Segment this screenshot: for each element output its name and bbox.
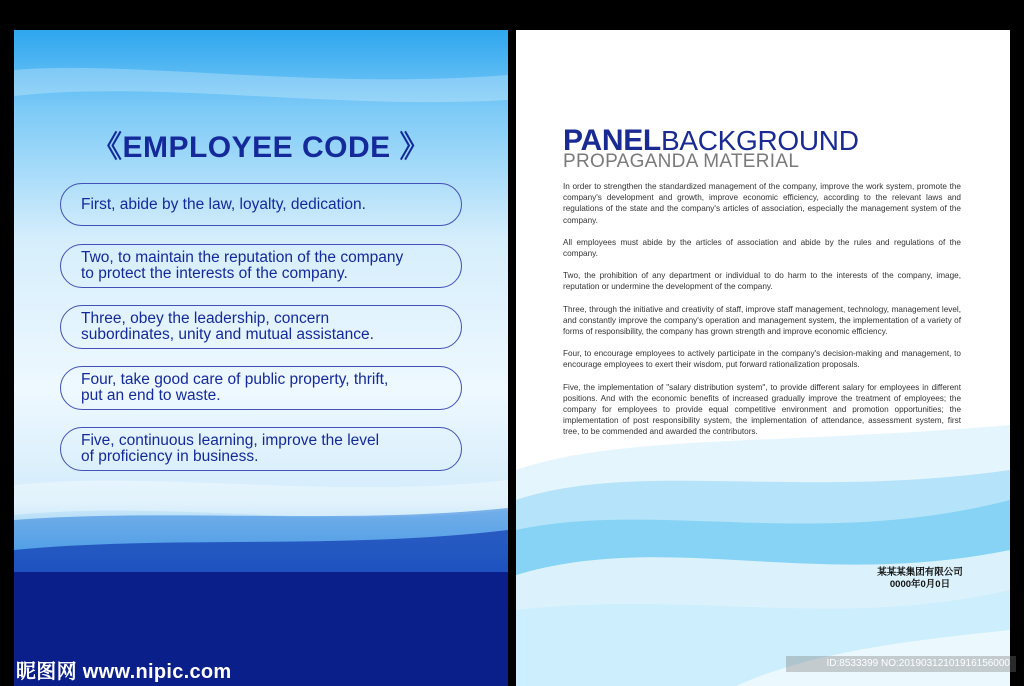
code-item-first	[60, 183, 462, 226]
company-name: 某某某集团有限公司	[877, 567, 963, 578]
body-text	[563, 181, 961, 449]
employee-code-panel	[14, 30, 508, 686]
code-item-five	[60, 427, 462, 471]
employee-code-title: 《EMPLOYEE CODE 》	[91, 131, 431, 164]
code-item-text: First, abide by the law, loyalty, dedication.	[81, 195, 366, 213]
panel-background-title: PANELBACKGROUND	[563, 124, 859, 157]
code-item-text: Two, to maintain the reputation of the company to protect the interests of the company.	[81, 249, 404, 282]
code-item-three	[60, 305, 462, 349]
site-watermark: 昵图网 www.nipic.com	[16, 661, 232, 683]
propaganda-subtitle: PROPAGANDA MATERIAL	[563, 151, 800, 172]
code-item-text: Three, obey the leadership, concern subordinates, unity and mutual assistance.	[81, 310, 374, 343]
code-item-four	[60, 366, 462, 410]
code-item-text: Five, continuous learning, improve the level of proficiency in business.	[81, 432, 380, 465]
paragraph: Four, to encourage employees to actively participate in the company's decision-making and management, to encourage employees to exert their wisdom, put forward rationalization proposals.	[563, 349, 961, 370]
paragraph: Five, the implementation of "salary distribution system", to provide different salary for employees in different positions. And with the economic benefits of increased gradually improve the treatment of employees; the company for employees to provide equal competitive environment and promotion opportunities; the implementation of post responsibility system, the implementation of attendance, assessment system, first tree, to be commended and awarded the contributors.	[563, 382, 961, 437]
code-item-text: Four, take good care of public property, thrift, put an end to waste.	[81, 371, 389, 404]
propaganda-panel	[516, 30, 1010, 686]
paragraph: All employees must abide by the articles of association and abide by the rules and regulations of the company.	[563, 237, 961, 259]
company-signature	[856, 567, 984, 591]
signature-date: 0000年0月0日	[889, 579, 951, 590]
code-item-two	[60, 244, 462, 288]
paragraph: Three, through the initiative and creativity of staff, improve staff management, technology, management level, and constantly improve the company's operation and management system, the implementation of a variety of forms of responsibility, the company has grown strength and improve economic efficiency.	[563, 304, 961, 337]
paragraph: Two, the prohibition of any department or individual to do harm to the interests of the company, image, reputation or undermine the development of the company.	[563, 271, 961, 292]
paragraph: In order to strengthen the standardized management of the company, improve the work system, promote the company's development and growth, improve economic efficiency, according to the relevant laws and regulations of the state and the company's articles of association, especially the management system of the company.	[563, 182, 961, 225]
image-id-strip: ID:8533399 NO:20190312101916156000	[786, 656, 1016, 672]
